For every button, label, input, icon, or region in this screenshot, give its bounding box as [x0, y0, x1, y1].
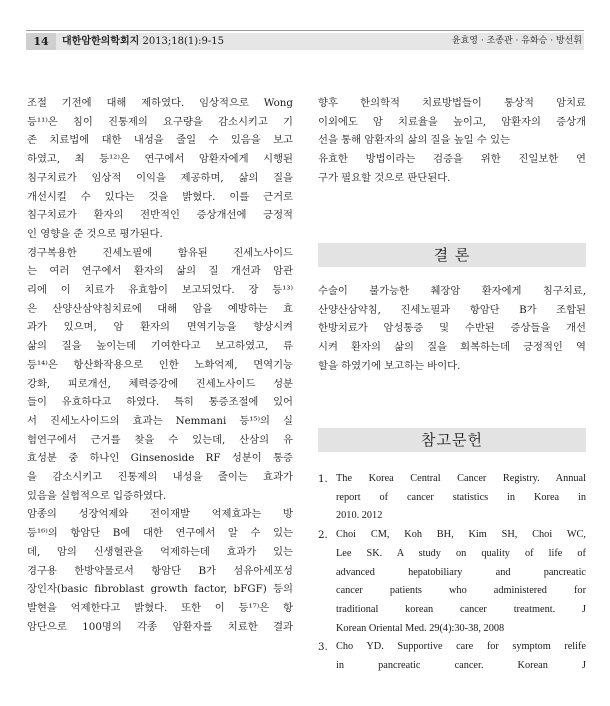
text-line: 침구치료가 임상적 이익을 제공하며, 삶의 질을 [27, 171, 293, 184]
text-line: 시켜 환자의 삶의 질을 회복하는데 긍정적인 역 [318, 341, 586, 354]
journal-name: 대한암한의학회지 [62, 36, 140, 47]
text-line: 들이 유효하다고 하였다. 특히 통증조절에 있어 [27, 396, 293, 409]
reference-list [318, 470, 586, 676]
right-column [318, 94, 586, 188]
text-line: 을 감소시키고 진통제의 내성을 줄이는 효과가 [27, 471, 293, 484]
reference-number: 2. [318, 529, 328, 542]
reference-item [318, 638, 586, 675]
text-line: 암단으로 100명의 각종 암환자를 치료한 결과 [27, 620, 293, 633]
text-line: 향후 한의학적 치료방법들이 통상적 암치료 [318, 97, 586, 109]
reference-line: 2010. 2012 [336, 510, 383, 522]
header-authors: 윤효영 · 조종관 · 유화승 · 방선휘 [451, 36, 582, 46]
text-line: 유효한 방법이라는 검증을 위한 진일보한 연 [318, 153, 586, 166]
text-line: 는 여러 연구에서 환자의 삶의 질 개선과 암관 [27, 265, 293, 278]
body-paragraph [27, 505, 293, 636]
reference-line: Cho YD. Supportive care for symptom relife [336, 641, 586, 653]
reference-line: Choi CM, Koh BH, Kim SH, Choi WC, [336, 529, 586, 541]
text-line: 강화, 피로개선, 체력증강에 진세노사이드 성분 [27, 377, 293, 390]
conclusion-paragraph [318, 282, 586, 376]
body-paragraph [318, 150, 586, 187]
text-line: 선을 통해 암환자의 삶의 질을 높일 수 있는 [318, 134, 511, 147]
reference-line: traditional korean cancer treatment. J [336, 603, 586, 615]
text-line: 하였고, 최 등¹²⁾은 연구에서 암환자에게 시행된 [27, 153, 293, 166]
text-line: 개선시킬 수 있다는 것을 밝혔다. 이를 근거로 [27, 190, 293, 203]
text-line: 수술이 불가능한 췌장암 환자에게 침구치료, [318, 285, 586, 297]
left-column [27, 94, 293, 636]
text-line: 은 산양산삼약침치료에 대해 암을 예방하는 효 [27, 302, 293, 315]
text-line: 한방치료가 암성통증 및 수반된 증상들을 개선 [318, 322, 586, 335]
journal-info [62, 33, 224, 50]
text-line: 침구치료가 환자의 전반적인 증상개선에 긍정적 [27, 209, 293, 222]
text-line: 인 영향을 준 것으로 평가된다. [27, 227, 163, 240]
body-paragraph [318, 94, 586, 150]
reference-line: Lee SK. A study on quality of life of [336, 547, 586, 559]
text-line: 할을 하였기에 보고하는 바이다. [318, 359, 461, 372]
reference-item [318, 526, 586, 638]
text-line: 등¹⁶⁾의 항암단 B에 대한 연구에서 알 수 있는 [27, 527, 293, 540]
reference-line: advanced hepatobiliary and pancreatic [336, 566, 586, 578]
text-line: 등¹⁴⁾은 항산화작용으로 인한 노화억제, 면역기능 [27, 358, 293, 371]
reference-line: report of cancer statistics in Korea in [336, 491, 586, 503]
text-line: 등¹¹⁾은 침이 진통제의 요구량을 감소시키고 기 [27, 115, 293, 128]
text-line: 삶의 질을 높이는데 기여한다고 보고하였고, 류 [27, 340, 293, 353]
text-line: 있음을 실험적으로 입증하였다. [27, 489, 167, 502]
text-line: 과가 있으며, 암 환자의 면역기능을 향상시켜 [27, 321, 293, 334]
journal-citation: 2013;18(1):9-15 [142, 36, 225, 47]
text-line: 장인자(basic fibroblast growth factor, bFGF) 등의 [27, 583, 293, 596]
text-line: 조절 기전에 대해 제하였다. 임상적으로 Wong [27, 97, 293, 109]
reference-line: cancer patients who administered for [336, 585, 586, 597]
reference-item [318, 470, 586, 526]
body-paragraph [27, 244, 293, 506]
text-line: 리에 이 치료가 유효함이 보고되었다. 장 등¹³⁾ [27, 284, 293, 297]
header-rule [26, 30, 584, 31]
text-line: 데, 암의 신생혈관을 억제하는데 효과가 있는 [27, 545, 293, 558]
reference-line: Korean Oriental Med. 29(4):30-38, 2008 [336, 622, 505, 634]
running-header [26, 30, 584, 50]
text-line: 험연구에서 근거를 찾을 수 있는데, 산삼의 유 [27, 433, 293, 446]
text-line: 암종의 성장억제와 전이재발 억제효과는 방 [27, 508, 293, 521]
reference-line: in pancreatic cancer. Korean J [336, 660, 586, 672]
text-line: 경구복용한 진세노필에 함유된 진세노사이드 [27, 246, 293, 259]
reference-number: 1. [318, 473, 328, 485]
text-line: 산양산삼약침, 진세노필과 항암단 B가 조합된 [318, 303, 586, 316]
text-line: 존 치료법에 대한 내성을 줄일 수 있음을 보고 [27, 134, 293, 147]
reference-number: 3. [318, 641, 328, 654]
text-line: 서 진세노사이드의 효과는 Nemmani 등¹⁵⁾의 실 [27, 414, 293, 427]
text-line: 경구용 한방약물로서 항암단 B가 섬유아세포성 [27, 564, 293, 577]
page-number: 14 [26, 33, 56, 50]
conclusion-section [318, 282, 586, 376]
text-line: 구가 필요할 것으로 판단된다. [318, 171, 451, 184]
references-heading: 참고문헌 [318, 428, 586, 452]
reference-line: The Korea Central Cancer Registry. Annual [336, 473, 586, 484]
body-paragraph [27, 94, 293, 244]
text-line: 효성분 중 하나인 Ginsenoside RF 성분이 통증 [27, 452, 293, 465]
text-line: 발현을 억제한다고 밝혔다. 또한 이 등¹⁷⁾은 항 [27, 601, 293, 614]
text-line: 이외에도 암 치료율을 높이고, 암환자의 증상개 [318, 115, 586, 128]
conclusion-heading: 결 론 [318, 243, 586, 267]
